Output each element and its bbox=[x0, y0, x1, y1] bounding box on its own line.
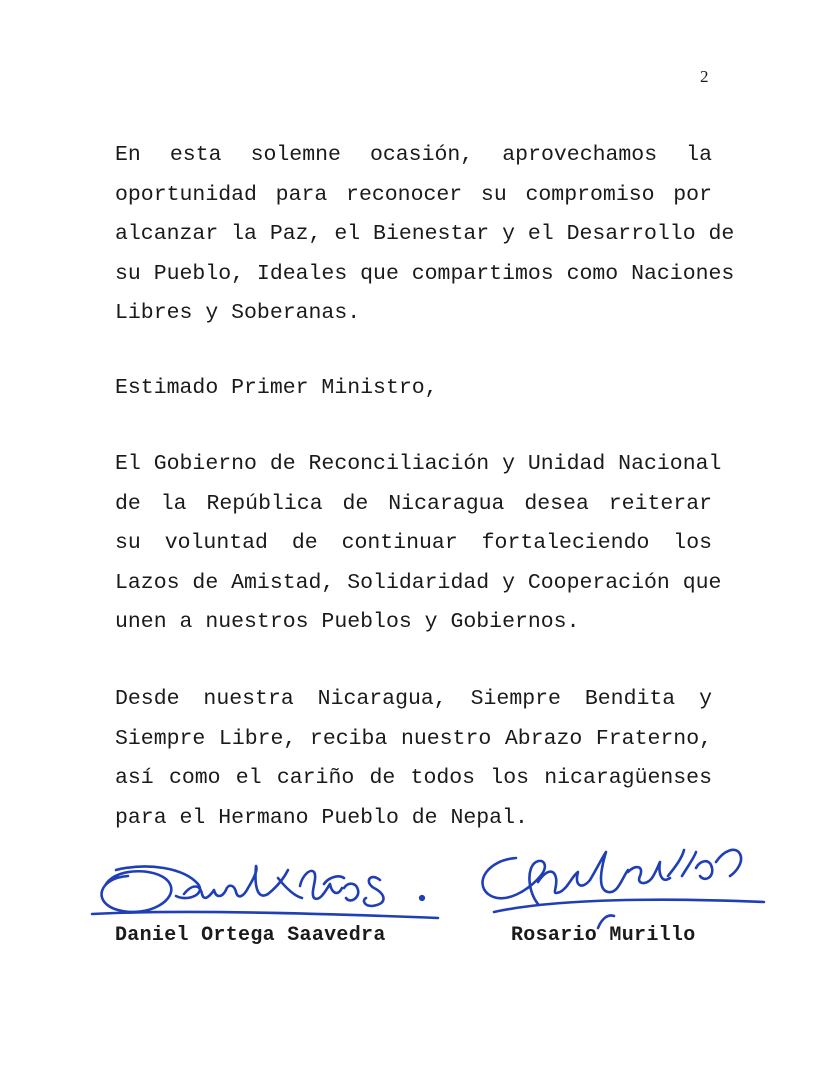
text-line: Estimado Primer Ministro, bbox=[115, 376, 438, 400]
signer-name-right: Rosario Murillo bbox=[511, 924, 696, 947]
text-line: su voluntad de continuar fortaleciendo los bbox=[115, 531, 712, 555]
text-line: En esta solemne ocasión, aprovechamos la bbox=[115, 143, 712, 167]
text-line: oportunidad para reconocer su compromiso por bbox=[115, 182, 712, 207]
paragraph-greeting bbox=[115, 136, 735, 334]
text-line: alcanzar la Paz, el Bienestar y el Desarrollo de bbox=[115, 222, 735, 246]
page-number: 2 bbox=[700, 67, 709, 86]
paragraph-government bbox=[115, 445, 722, 643]
text-line: su Pueblo, Ideales que compartimos como Naciones bbox=[115, 261, 735, 286]
text-line: de la República de Nicaragua desea reiterar bbox=[115, 491, 712, 516]
text-line: Desde nuestra Nicaragua, Siempre Bendita y bbox=[115, 687, 712, 711]
text-line: unen a nuestros Pueblos y Gobiernos. bbox=[115, 610, 580, 634]
text-line: para el Hermano Pueblo de Nepal. bbox=[115, 805, 528, 830]
paragraph-closing bbox=[115, 680, 712, 838]
paragraph-salutation bbox=[115, 369, 712, 409]
text-line: Libres y Soberanas. bbox=[115, 301, 361, 325]
signer-name-left: Daniel Ortega Saavedra bbox=[115, 924, 386, 947]
text-line: El Gobierno de Reconciliación y Unidad Nacional bbox=[115, 452, 722, 476]
signature-left-image bbox=[88, 848, 443, 930]
text-line: Lazos de Amistad, Solidaridad y Cooperación que bbox=[115, 570, 722, 595]
text-line: así como el cariño de todos los nicaragüenses bbox=[115, 766, 712, 790]
text-line: Siempre Libre, reciba nuestro Abrazo Fraterno, bbox=[115, 726, 712, 751]
